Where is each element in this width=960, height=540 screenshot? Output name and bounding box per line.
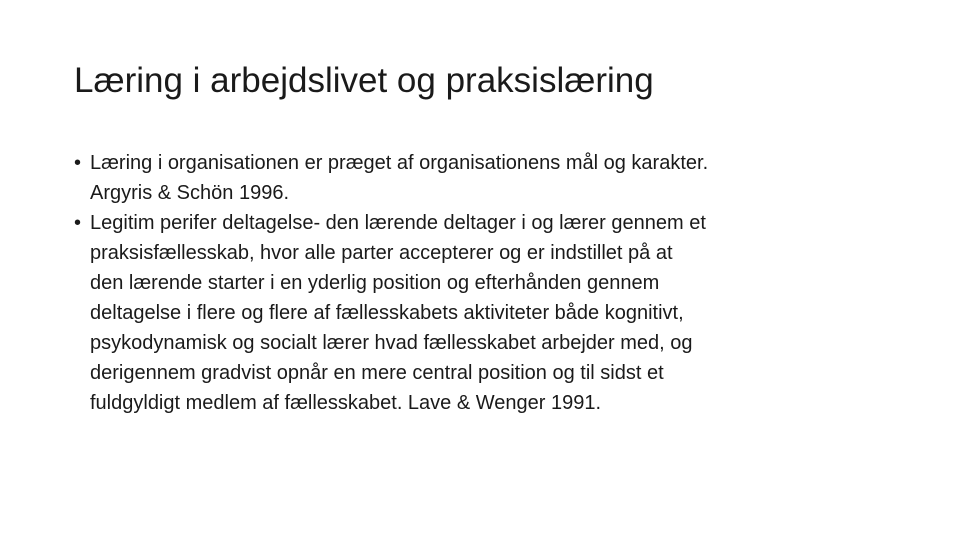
bullet-list	[74, 148, 904, 418]
bullet-text-line: derigennem gradvist opnår en mere central position og til sidst et	[90, 362, 664, 384]
bullet-item-organisational-learning	[74, 148, 904, 208]
bullet-text-line: psykodynamisk og socialt lærer hvad fællesskabet arbejder med, og	[90, 332, 693, 354]
bullet-text-line: deltagelse i flere og flere af fællesskabets aktiviteter både kognitivt,	[90, 302, 684, 324]
bullet-marker: •	[74, 212, 82, 234]
bullet-text-line: Legitim perifer deltagelse- den lærende deltager i og lærer gennem et	[90, 212, 706, 234]
slide-title: Læring i arbejdslivet og praksislæring	[74, 61, 654, 100]
bullet-text-line: Læring i organisationen er præget af organisationens mål og karakter.	[90, 152, 709, 174]
bullet-text-line: Argyris & Schön 1996.	[90, 182, 289, 204]
bullet-text-line: fuldgyldigt medlem af fællesskabet. Lave & Wenger 1991.	[90, 392, 602, 414]
bullet-marker: •	[74, 152, 82, 174]
bullet-item-legitimate-peripheral-participation	[74, 208, 904, 418]
bullet-text-line: den lærende starter i en yderlig position og efterhånden gennem	[90, 272, 660, 294]
bullet-text-line: praksisfællesskab, hvor alle parter accepterer og er indstillet på at	[90, 242, 673, 264]
